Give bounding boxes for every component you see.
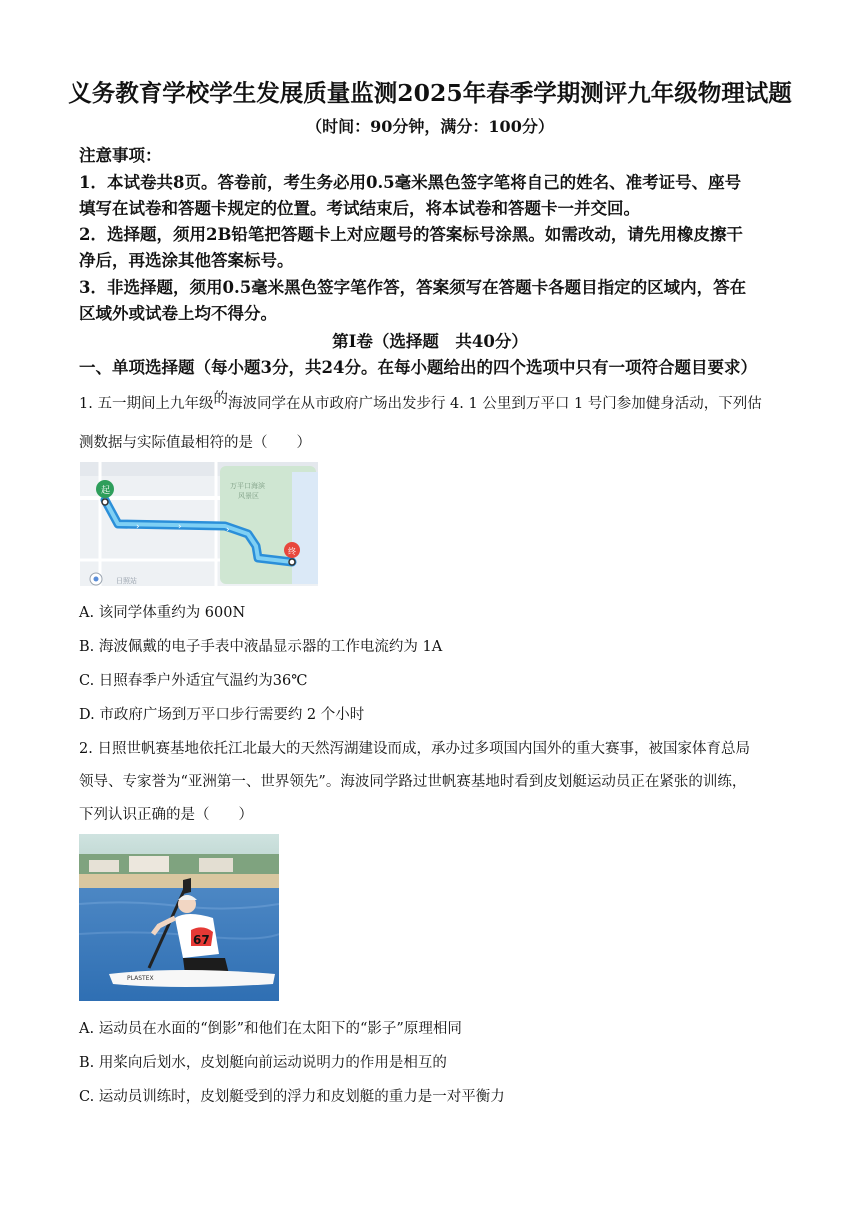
- question-1-stem-line2: 测数据与实际值最相符的是（ ）: [79, 435, 311, 451]
- start-marker-label: 起: [101, 486, 111, 496]
- q2-option-a: A. 运动员在水面的“倒影”和他们在太阳下的“影子”原理相同: [79, 1021, 462, 1037]
- q1-stem-superscript: 的: [213, 391, 228, 407]
- question-2-stem: 2. 日照世帆赛基地依托江北最大的天然泻湖建设而成，承办过多项国内国外的重大赛事，被国家体育总局: [79, 741, 750, 757]
- note-line: 3．非选择题，须用0.5毫米黑色签字笔作答，答案须写在答题卡各题目指定的区域内，答在: [79, 278, 747, 297]
- question-2-stem: 领导、专家誉为“亚洲第一、世界领先”。海波同学路过世帆赛基地时看到皮划艇运动员正在紧张的训练，: [79, 774, 747, 790]
- bib-number: 67: [193, 933, 210, 947]
- part-title: 第Ⅰ卷（选择题 共40分）: [332, 332, 528, 351]
- map-area-label-2: 风景区: [238, 492, 259, 500]
- q1-option-a: A. 该同学体重约为 600N: [79, 605, 246, 621]
- note-line: 填写在试卷和答题卡规定的位置。考试结束后，将本试卷和答题卡一并交回。: [79, 199, 640, 218]
- notes-heading: 注意事项：: [79, 146, 162, 165]
- note-line: 2．选择题，须用2B铅笔把答题卡上对应题号的答案标号涂黑。如需改动，请先用橡皮擦干: [79, 225, 743, 244]
- route-arrow-icon: ›: [136, 522, 140, 532]
- end-marker-label: 终: [288, 547, 296, 556]
- q1-option-d: D. 市政府广场到万平口步行需要约 2 个小时: [79, 707, 365, 723]
- q1-option-c: C. 日照春季户外适宜气温约为36℃: [79, 673, 308, 689]
- map-area-label-1: 万平口海滨: [230, 482, 265, 490]
- route-arrow-icon: ›: [226, 525, 230, 535]
- note-line: 净后，再选涂其他答案标号。: [79, 251, 294, 270]
- route-map-image: [80, 462, 318, 586]
- note-line: 1．本试卷共8页。答卷前，考生务必用0.5毫米黑色签字笔将自己的姓名、准考证号、座号: [79, 173, 742, 192]
- q2-option-c: C. 运动员训练时，皮划艇受到的浮力和皮划艇的重力是一对平衡力: [79, 1089, 505, 1105]
- exam-duration-score: （时间：90分钟，满分：100分）: [306, 117, 554, 136]
- question-2-stem: 下列认识正确的是（ ）: [79, 807, 253, 823]
- q1-stem-rest: 海波同学在从市政府广场出发步行 4. 1 公里到万平口 1 号门参加健身活动，下列估: [227, 396, 762, 412]
- map-road-label: 日照站: [116, 577, 137, 585]
- question-1-stem: [79, 392, 762, 413]
- q1-option-b: B. 海波佩戴的电子手表中液晶显示器的工作电流约为 1A: [79, 639, 443, 655]
- route-arrow-icon: ›: [178, 522, 182, 532]
- kayak-athlete-photo: [79, 834, 279, 1001]
- note-line: 区域外或试卷上均不得分。: [79, 304, 277, 323]
- boat-brand-text: PLASTEX: [127, 975, 154, 982]
- page-title: 义务教育学校学生发展质量监测2025年春季学期测评九年级物理试题: [68, 79, 792, 107]
- q2-option-b: B. 用桨向后划水，皮划艇向前运动说明力的作用是相互的: [79, 1055, 447, 1071]
- q1-stem-start: 1. 五一期间上九年级: [79, 396, 214, 412]
- section-heading: 一、单项选择题（每小题3分，共24分。在每小题给出的四个选项中只有一项符合题目要求）: [79, 358, 757, 377]
